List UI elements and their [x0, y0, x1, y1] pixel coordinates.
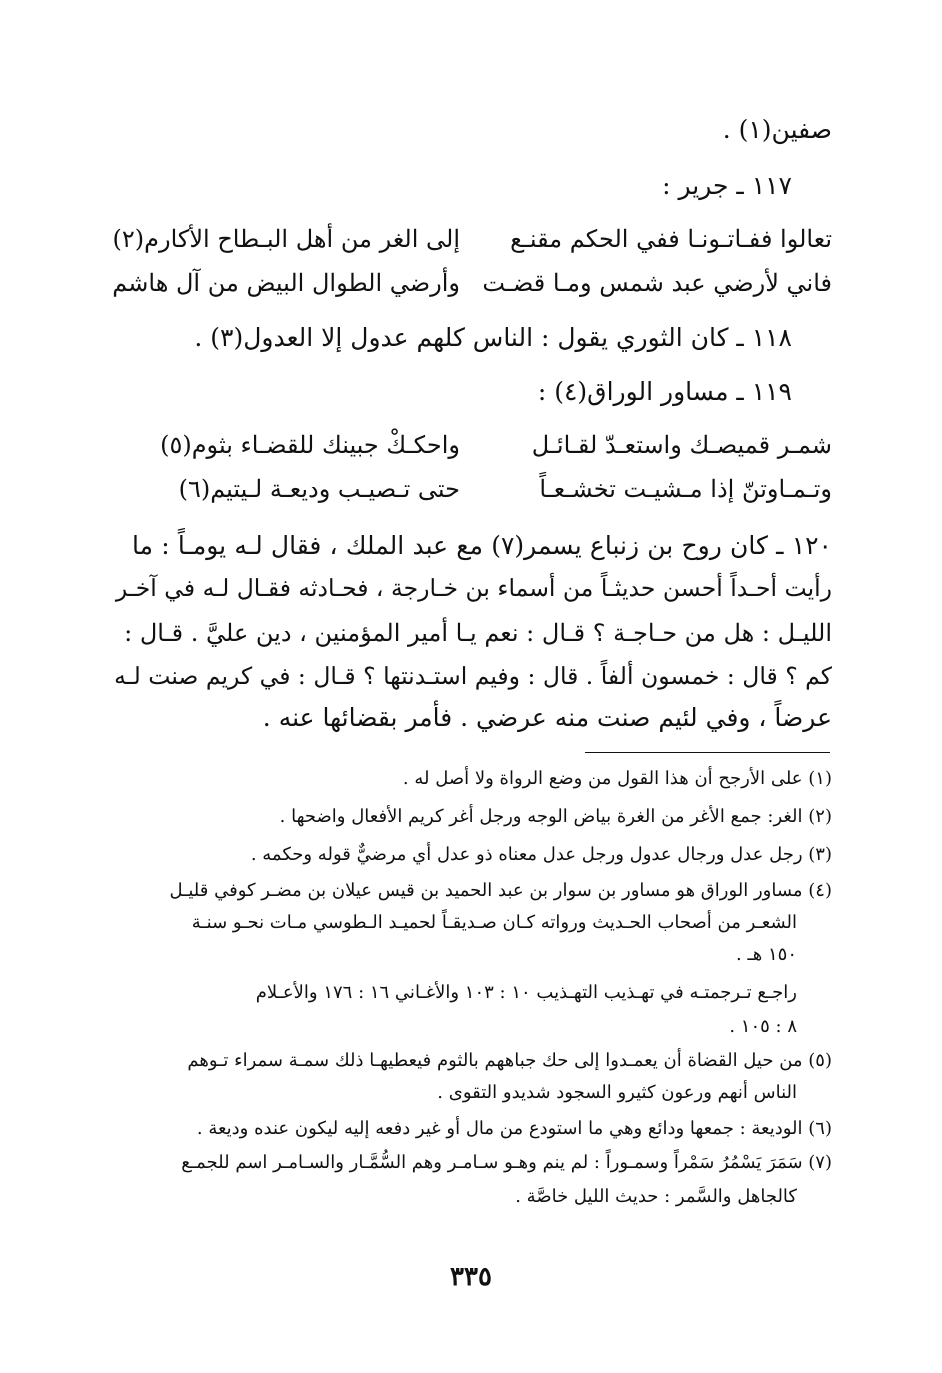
footnote-7: (٧) سَمَرَ يَسْمُرُ سَمْراً وسمـوراً : لم ينم وهـو سـامـر وهم السُّمَّـار والسـامـر اسم للجمـع: [181, 1152, 832, 1173]
poem1-second-hemistich-b: وأرضي الطوال البيض من آل هاشم: [112, 269, 460, 297]
footnote-4-cont: ١٥٠ هـ .: [736, 944, 797, 965]
poem2-first-hemistich-b: وتـمـاوتنّ إذا مـشيـت تخشـعـاً: [539, 475, 832, 503]
footnote-5: (٥) من حيل القضاة أن يعمـدوا إلى حك جباههم بالثوم فيعطيهـا ذلك سمـة سمراء تـوهم: [187, 1050, 832, 1071]
entry-120-line: الليـل : هل من حـاجـة ؟ قـال : نعم يـا أمير المؤمنين ، دين عليَّ . قـال :: [124, 619, 832, 647]
footnote-4-cont: الشعـر من أصحاب الحـديث ورواته كـان صـديقـاً لحميـد الـطوسي مـات نحـو سنـة: [191, 912, 797, 933]
footnote-2: (٢) الغر: جمع الأغر من الغرة بياض الوجه ورجل أغر كريم الأفعال واضحها .: [279, 806, 832, 827]
entry-117-heading: ١١٧ ـ جرير :: [662, 171, 792, 200]
entry-119-heading: ١١٩ ـ مساور الوراق(٤) :: [537, 377, 792, 406]
poem1-second-hemistich-a: إلى الغر من أهل البـطاح الأكارم(٢): [112, 225, 460, 253]
page-number: ٣٣٥: [450, 1262, 492, 1292]
poem1-first-hemistich-b: فاني لأرضي عبد شمس ومـا قضـت: [482, 269, 832, 297]
poem2-first-hemistich-a: شمـر قميصـك واستعـدّ لقـائـل: [531, 431, 832, 459]
poem2-second-hemistich-b: حتى تـصيـب وديعـة لـيتيم(٦): [178, 475, 460, 503]
entry-120-line: ١٢٠ ـ كان روح بن زنباع يسمر(٧) مع عبد الملك ، فقال لـه يومـاً : ما: [132, 531, 832, 560]
footnote-separator: [585, 752, 830, 753]
footnote-1: (١) على الأرجح أن هذا القول من وضع الرواة ولا أصل له .: [402, 768, 832, 789]
footnote-4-reference-cont: ٨ : ١٠٥ .: [729, 1016, 797, 1037]
footnote-4-reference: راجـع تـرجمتـه في تهـذيب التهـذيب ١٠ : ١٠٣ والأغـاني ١٦ : ١٧٦ والأعـلام: [255, 982, 797, 1003]
footnote-6: (٦) الوديعة : جمعها ودائع وهي ما استودع من مال أو غير دفعه إليه ليكون عنده وديعة .: [196, 1118, 832, 1139]
continued-line: صفين(١) .: [722, 115, 832, 144]
entry-120-line: كم ؟ قال : خمسون ألفاً . قال : وفيم استـدنتها ؟ قـال : في كريم صنت لـه: [114, 662, 832, 690]
footnote-5-cont: الناس أنهم ورعون كثيرو السجود شديدو التقوى .: [437, 1082, 797, 1103]
entry-118: ١١٨ ـ كان الثوري يقول : الناس كلهم عدول إلا العدول(٣) .: [194, 323, 792, 352]
poem2-second-hemistich-a: واحكـكْ جبينك للقضـاء بثوم(٥): [160, 431, 460, 459]
footnote-3: (٣) رجل عدل ورجال عدول ورجل عدل معناه ذو عدل أي مرضيٌّ قوله وحكمه .: [250, 844, 832, 865]
entry-120-line: رأيت أحـداً أحسن حديثـاً من أسماء بن خـارجة ، فحـادثه فقـال لـه في آخـر: [115, 574, 832, 602]
entry-120-line: عرضاً ، وفي لئيم صنت منه عرضي . فأمر بقضائها عنه .: [262, 703, 832, 732]
footnote-4: (٤) مساور الوراق هو مساور بن سوار بن عبد الحميد بن قيس عيلان بن مضـر كوفي قليـل: [169, 880, 832, 901]
footnote-7-cont: كالجاهل والسَّمر : حديث الليل خاصَّة .: [515, 1186, 797, 1207]
poem1-first-hemistich-a: تعالوا ففـاتـونـا ففي الحكم مقنـع: [510, 225, 832, 253]
